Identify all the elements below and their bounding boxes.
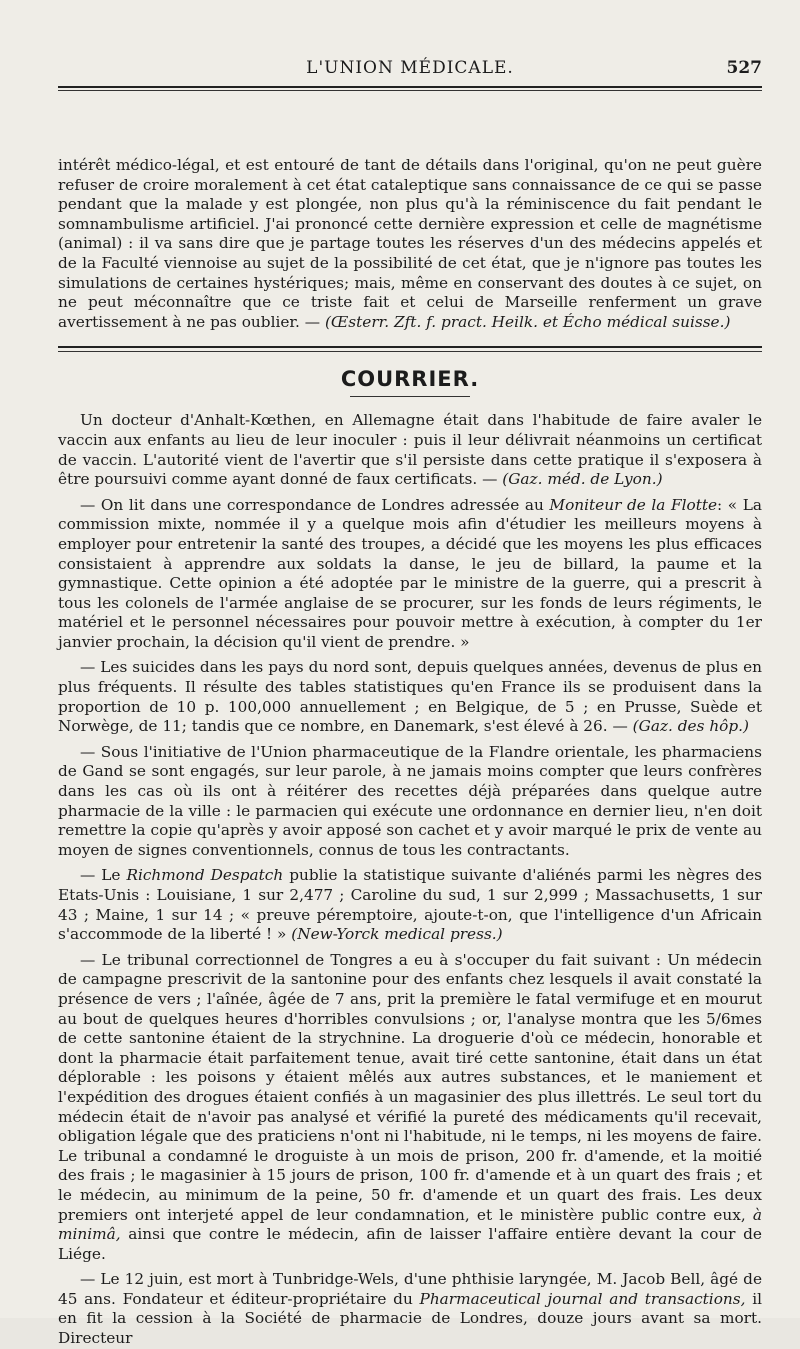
news-item-source: (New-Yorck medical press.) — [291, 925, 503, 944]
news-item-richmond-statistics — [58, 866, 762, 944]
section-rule-thin — [58, 351, 762, 352]
header-rule-thin — [58, 90, 762, 91]
running-head — [58, 0, 762, 110]
news-item-emphasis: Richmond Despatch — [126, 866, 284, 885]
news-item-tongres-tribunal — [58, 951, 762, 1265]
news-item-emphasis: Moniteur de la Flotte — [549, 495, 718, 514]
news-item-text: il en fit la cession à la Société de pharmacie de Londres, douze jours avant sa mort. Directeur — [58, 1289, 762, 1348]
news-item-suicides — [58, 658, 762, 736]
journal-title: L'UNION MÉDICALE. — [306, 58, 514, 78]
news-item-vaccine — [58, 411, 762, 489]
section-title-underline — [350, 396, 470, 397]
news-item-text: publie la statistique suivante d'aliénés parmi les nègres des Etats-Unis : Louisiane, 1 sur 2,477 ; Caroline du sud, 1 sur 2,999 ; Massachusetts, 1 sur 43 ; Maine, 1 sur 14 ; « preuve péremptoire, ajoute-t-on, que l'intelligence d'un Africain s'accommode de la liberté ! » — [58, 866, 763, 944]
intro-text: intérêt médico-légal, et est entouré de tant de détails dans l'original, qu'on ne peut guère refuser de croire moralement à cet état cataleptique sans connaissance de ce qui se passe pendant que la malade y est plongée, non plus qu'à la réminiscence du fait pendant le somnambulisme artificiel. J'ai prononcé cette dernière expression et celle de magnétisme (animal) : il va sans dire que je partage toutes les réserves d'un des médecins appelés et de la Faculté viennoise au sujet de la possibilité de cet état, que je n'ignore pas toutes les simulations de certaines hystériques; mais, même en conservant des doutes à ce sujet, on ne peut méconnaître que ce triste fait et celui de Marseille renferment un grave avertissement à ne pas oublier. — — [58, 156, 762, 331]
news-item-source: (Gaz. méd. de Lyon.) — [502, 470, 663, 489]
news-item-text: — On lit dans une correspondance de Londres adressée au — [80, 495, 544, 514]
intro-paragraph — [58, 156, 762, 332]
news-item-jacob-bell — [58, 1270, 762, 1348]
header-rule — [58, 86, 762, 88]
news-item-text: Un docteur d'Anhalt-Kœthen, en Allemagne était dans l'habitude de faire avaler le vaccin aux enfants au lieu de leur inoculer : puis il leur délivrait néanmoins un certificat de vaccin. L'autorité vient de l'avertir que s'il persiste dans cette pratique il s'exposera à être poursuivi comme ayant donné de faux certificats. — — [58, 411, 762, 489]
news-item-text: — Le tribunal correctionnel de Tongres a eu à s'occuper du fait suivant : Un médecin de campagne prescrivit de la santonine pour des enfants chez lesquels il avait constaté la présence de vers ; l'aînée, âgée de 7 ans, prit la première le fatal vermifuge et en mourut au bout de quelques heures d'horribles convulsions ; or, l'analyse montra que les 5/6mes de cette santonine étaient de la strychnine. La droguerie d'où ce médecin, honorable et dont la pharmacie était parfaitement tenue, avait tiré cette santonine, était dans un état déplorable : les poisons y étaient mêlés aux autres substances, et le maniement et l'expédition des drogues étaient confiés à un magasinier des plus illettrés. Le seul tort du médecin était de n'avoir pas analysé et vérifié la pureté des médicaments qu'il recevait, obligation légale que des praticiens n'ont ni l'habitude, ni le temps, ni les moyens de faire. Le tribunal a condamné le droguiste à un mois de prison, 200 fr. d'amende, et la moitié des frais ; le magasinier à 15 jours de prison, 100 fr. d'amende et à un quart des frais ; et le médecin, au minimum de la peine, 50 fr. d'amende et un quart des frais. Les deux premiers ont interjeté appel de leur condamnation, et le ministère public contre eux, — [58, 950, 762, 1224]
news-item-text: — Les suicides dans les pays du nord sont, depuis quelques années, devenus de plus en plus fréquents. Il résulte des tables statistiques qu'en France ils se produisent dans la proportion de 10 p. 100,000 annuellement ; en Belgique, de 5 ; en Prusse, Suède et Norwège, de 11; tandis que ce nombre, en Danemark, s'est élevé à 26. — — [58, 658, 762, 736]
news-item-source: (Gaz. des hôp.) — [632, 717, 750, 736]
news-item-text: — Sous l'initiative de l'Union pharmaceutique de la Flandre orientale, les pharmaciens de Gand se sont engagés, sur leur parole, à ne jamais moins compter que leurs confrères dans les cas où ils ont à réitérer des recettes déjà préparées dans quelque autre pharmacie de la ville : le parmacien qui exécute une ordonnance en dernier lieu, n'en doit remettre la copie qu'après y avoir apposé son cachet et y avoir marqué le prix de vente au moyen de signes conventionnels, connus de tous les contractants. — [58, 742, 762, 859]
news-item-pharmacists-ghent — [58, 743, 762, 861]
section-rule — [58, 346, 762, 348]
section-title: COURRIER. — [340, 367, 480, 392]
news-item-text: ainsi que contre le médecin, afin de laisser l'affaire entière devant la cour de Liége. — [58, 1225, 762, 1263]
news-item-text: : « La commission mixte, nommée il y a quelque mois afin d'étudier les meilleurs moyens à employer pour entretenir la santé des troupes, a décidé que les moyens les plus efficaces consistaient à apprendre aux soldats la danse, le jeu de billard, la paume et la gymnastique. Cette opinion a été adoptée par le ministre de la guerre, qui a prescrit à tous les colonels de l'armée anglaise de se procurer, sur les fonds de leurs régiments, le matériel et le personnel nécessaires pour pouvoir mettre à exécution, à compter du 1er janvier prochain, la décision qu'il vient de prendre. » — [58, 495, 762, 651]
news-item-text: — Le 12 juin, est mort à Tunbridge-Wels, d'une phthisie laryngée, M. Jacob Bell, âgé de 45 ans. Fondateur et éditeur-propriétaire du — [58, 1270, 762, 1308]
news-item-emphasis: à minimâ, — [58, 1205, 762, 1244]
page-number: 527 — [726, 58, 762, 78]
news-item-text: — Le — [80, 866, 121, 885]
news-item-army-health — [58, 496, 762, 653]
intro-source: (Œsterr. Zft. f. pract. Heilk. et Écho médical suisse.) — [324, 312, 731, 331]
news-item-emphasis: Pharmaceutical journal and transactions, — [419, 1289, 746, 1308]
